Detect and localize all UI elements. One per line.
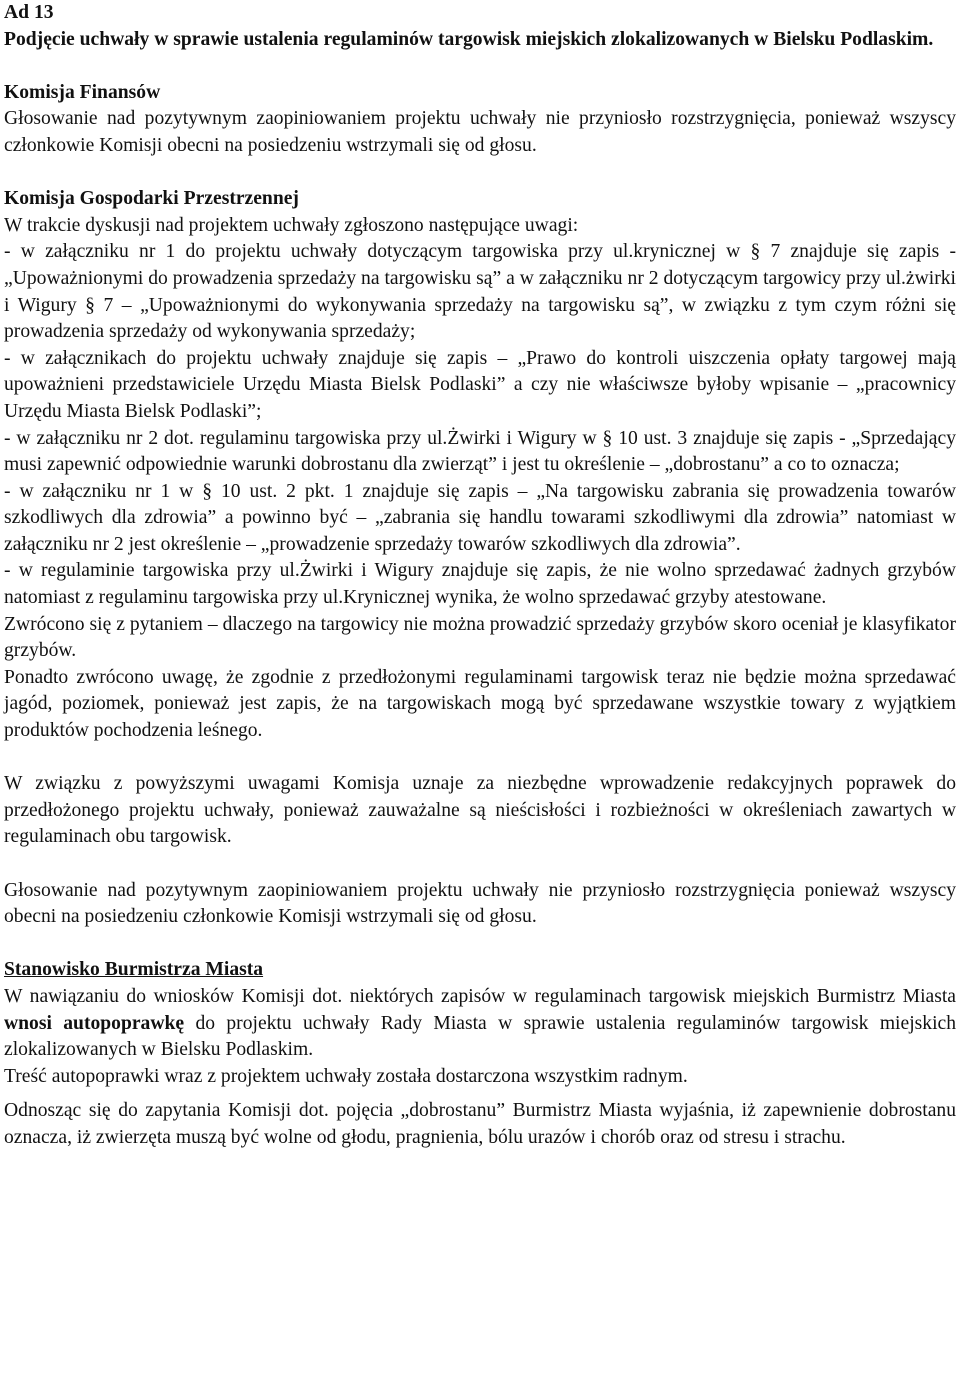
- mayor-amendment-text-end: do projektu uchwały Rady Miasta w sprawie ustalenia regulaminów targowisk miejskich zlokalizowanych w Bielsku Podlaskim.: [4, 1012, 957, 1061]
- mayor-amendment-text-start: W nawiązaniu do wniosków Komisji dot. niektórych zapisów w regulaminach targowisk miejskich Burmistrz Miasta: [4, 985, 956, 1007]
- economy-committee-section: [4, 186, 956, 931]
- remark-item-2: - w załącznikach do projektu uchwały znajduje się zapis – „Prawo do kontroli uiszczenia opłaty targowej mają upoważnieni przedstawiciele Urzędu Miasta Bielsk Podlaski” a czy nie właściwsze byłoby wpisanie – „pracownicy Urzędu Miasta Bielsk Podlaski”;: [4, 347, 956, 422]
- remark-item-3: - w załączniku nr 2 dot. regulaminu targowiska przy ul.Żwirki i Wigury w § 10 ust. 3 znajduje się zapis - „Sprzedający musi zapewnić odpowiednie warunki dobrostanu dla zwierząt” i jest tu określenie – „dobrostanu” a co to oznacza;: [4, 427, 956, 476]
- agenda-item-number: Ad 13: [4, 2, 54, 23]
- remark-item-4: - w załączniku nr 1 w § 10 ust. 2 pkt. 1 znajduje się zapis – „Na targowisku zabrania się prowadzenia towarów szkodliwych dla zdrowia” a powinno być – „zabrania się handlu towarami szkodliwymi dla zdrowia” natomiast w załączniku nr 2 jest określenie – „prowadzenie sprzedaży towarów szkodliwych dla zdrowia”.: [4, 480, 956, 555]
- economy-committee-heading: Komisja Gospodarki Przestrzennej: [4, 188, 299, 210]
- finance-committee-section: [4, 80, 956, 160]
- remark-item-1: - w załączniku nr 1 do projektu uchwały dotyczącym targowiska przy ul.krynicznej w § 7 znajduje się zapis - „Upoważnionymi do prowadzenia sprzedaży na targowisku są” a w załączniku nr 2 dotyczącym targowicy przy ul.żwirki i Wigury § 7 – „Upoważnionymi do wykonywania sprzedaży na targowisku są”, w związku z tym czym różni się prowadzenia sprzedaży od wykonywania sprzedaży;: [4, 241, 956, 343]
- committee-question: Zwrócono się z pytaniem – dlaczego na targowicy nie można prowadzić sprzedaży grzybów skoro oceniał je klasyfikator grzybów.: [4, 613, 956, 662]
- committee-remark: Ponadto zwrócono uwagę, że zgodnie z przedłożonymi regulaminami targowisk teraz nie będzie można sprzedawać jagód, poziomek, ponieważ jest zapis, że na targowiskach mogą być sprzedawane wszystkie towary z wyjątkiem produktów pochodzenia leśnego.: [4, 666, 956, 742]
- mayor-position-section: [4, 957, 956, 1151]
- economy-committee-intro: W trakcie dyskusji nad projektem uchwały zgłoszono następujące uwagi:: [4, 214, 579, 236]
- mayor-position-heading: Stanowisko Burmistrza Miasta: [4, 959, 264, 981]
- committee-conclusion: W związku z powyższymi uwagami Komisja uznaje za niezbędne wprowadzenie redakcyjnych poprawek do przedłożonego projektu uchwały, ponieważ zauważalne są nieścisłości i rozbieżności w określeniach zawartych w regulaminach obu targowisk.: [4, 773, 956, 848]
- agenda-item-title: Podjęcie uchwały w sprawie ustalenia regulaminów targowisk miejskich zlokalizowanych w Bielsku Podlaskim.: [4, 28, 934, 50]
- welfare-explanation: Odnosząc się do zapytania Komisji dot. pojęcia „dobrostanu” Burmistrz Miasta wyjaśnia, iż zapewnienie dobrostanu oznacza, iż zwierzęta muszą być wolne od głodu, pragnienia, bólu urazów i chorób oraz od stresu i strachu.: [4, 1100, 956, 1148]
- amendment-delivery-note: Treść autopoprawki wraz z projektem uchwały została dostarczona wszystkim radnym.: [4, 1065, 688, 1087]
- mayor-amendment-paragraph: [4, 984, 956, 1064]
- finance-committee-heading: Komisja Finansów: [4, 81, 161, 103]
- remark-item-5: - w regulaminie targowiska przy ul.Żwirki i Wigury znajduje się zapis, że nie wolno sprzedawać żadnych grzybów natomiast z regulaminu targowiska przy ul.Krynicznej wynika, że wolno sprzedawać grzyby atestowane.: [4, 560, 956, 609]
- mayor-amendment-emphasis: wnosi autopoprawkę: [4, 1012, 185, 1034]
- finance-committee-text: Głosowanie nad pozytywnym zaopiniowaniem projektu uchwały nie przyniosło rozstrzygnięcia, ponieważ wszyscy członkowie Komisji obecni na posiedzeniu wstrzymali się od głosu.: [4, 108, 956, 156]
- committee-vote-result: Głosowanie nad pozytywnym zaopiniowaniem projektu uchwały nie przyniosło rozstrzygnięcia ponieważ wszyscy obecni na posiedzeniu członkowie Komisji wstrzymali się od głosu.: [4, 879, 956, 928]
